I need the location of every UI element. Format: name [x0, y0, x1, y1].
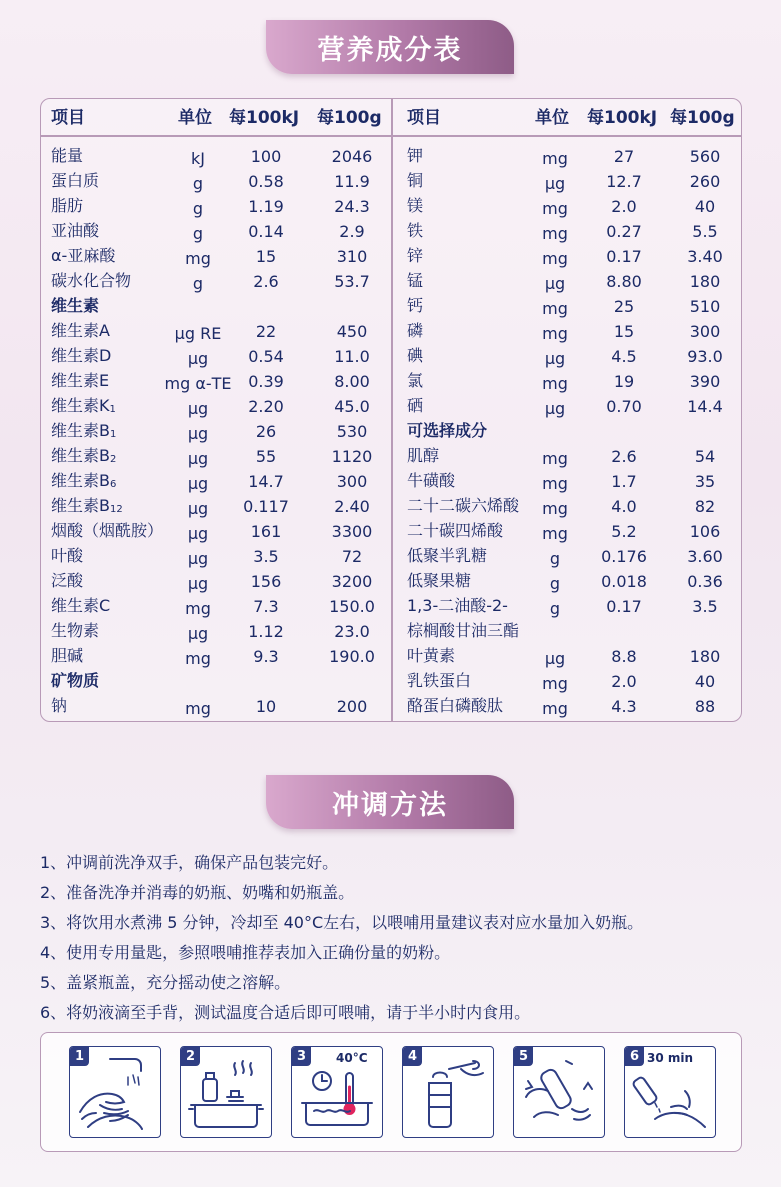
- value-per-100kj: 2.6: [253, 272, 279, 291]
- prep-step: 4、使用专用量匙，参照喂哺推荐表加入正确份量的奶粉。: [40, 943, 451, 962]
- value-per-100kj: 8.80: [606, 272, 642, 291]
- nutrient-unit: μg: [187, 474, 209, 493]
- value-per-100kj: 14.7: [248, 472, 284, 491]
- time-label: 30 min: [647, 1051, 694, 1065]
- nutrient-name: 棕榈酸甘油三酯: [407, 621, 520, 640]
- nutrient-name: 生物素: [51, 621, 100, 640]
- header-item: 项目: [407, 108, 441, 128]
- nutrient-unit: g: [549, 599, 561, 618]
- value-per-100g: 180: [689, 272, 721, 291]
- value-per-100g: 53.7: [334, 272, 370, 291]
- value-per-100g: 260: [689, 172, 721, 191]
- nutrient-name: 亚油酸: [51, 221, 100, 240]
- nutrient-name: 乳铁蛋白: [407, 671, 472, 690]
- value-per-100g: 3.60: [687, 547, 723, 566]
- nutrient-unit: mg: [542, 199, 568, 218]
- value-per-100kj: 55: [255, 447, 277, 466]
- value-per-100kj: 0.54: [248, 347, 284, 366]
- value-per-100kj: 25: [613, 297, 635, 316]
- value-per-100kj: 19: [613, 372, 635, 391]
- value-per-100kj: 4.3: [611, 697, 637, 716]
- nutrient-name: 硒: [407, 396, 424, 415]
- value-per-100g: 23.0: [334, 622, 370, 641]
- prep-step-panel: [624, 1046, 716, 1138]
- value-per-100g: 40: [694, 672, 716, 691]
- nutrient-unit: mg: [542, 224, 568, 243]
- value-per-100kj: 9.3: [253, 647, 279, 666]
- nutrient-unit: g: [192, 224, 204, 243]
- nutrient-unit: mg: [542, 299, 568, 318]
- nutrient-name: 1,3-二油酸-2-: [407, 596, 508, 615]
- nutrient-unit: mg: [542, 449, 568, 468]
- step-number-badge: 3: [292, 1047, 311, 1066]
- nutrient-unit: μg: [187, 524, 209, 543]
- value-per-100g: 11.0: [334, 347, 370, 366]
- nutrient-unit: μg: [187, 574, 209, 593]
- value-per-100g: 310: [336, 247, 368, 266]
- value-per-100kj: 1.19: [248, 197, 284, 216]
- header-unit: 单位: [535, 108, 569, 128]
- nutrient-name: 脂肪: [51, 196, 84, 215]
- nutrient-name: 牛磺酸: [407, 471, 456, 490]
- value-per-100g: 150.0: [329, 597, 375, 616]
- nutrient-name: 酪蛋白磷酸肽: [407, 696, 504, 715]
- nutrient-name: 磷: [407, 321, 424, 340]
- value-per-100g: 45.0: [334, 397, 370, 416]
- nutrient-name: 维生素B6: [51, 471, 117, 490]
- value-per-100kj: 156: [250, 572, 282, 591]
- value-per-100g: 93.0: [687, 347, 723, 366]
- value-per-100kj: 4.5: [611, 347, 637, 366]
- nutrient-unit: μg: [544, 349, 566, 368]
- nutrient-unit: mg: [185, 699, 211, 718]
- nutrient-unit: μg: [187, 424, 209, 443]
- nutrient-unit: g: [192, 274, 204, 293]
- nutrient-name: 维生素B1: [51, 421, 117, 440]
- nutrient-name: α-亚麻酸: [51, 246, 116, 265]
- value-per-100g: 3.5: [692, 597, 718, 616]
- nutrient-name: 二十碳四烯酸: [407, 521, 504, 540]
- nutrient-unit: μg: [187, 349, 209, 368]
- value-per-100g: 510: [689, 297, 721, 316]
- value-per-100g: 3200: [331, 572, 373, 591]
- header-rule: [41, 135, 741, 137]
- nutrient-name: 维生素C: [51, 596, 111, 615]
- nutrient-name: 镁: [407, 196, 424, 215]
- value-per-100g: 72: [341, 547, 363, 566]
- nutrient-name: 叶酸: [51, 546, 84, 565]
- nutrient-name: 低聚果糖: [407, 571, 472, 590]
- value-per-100kj: 5.2: [611, 522, 637, 541]
- prep-step: 6、将奶液滴至手背，测试温度合适后即可喂哺，请于半小时内食用。: [40, 1003, 531, 1022]
- value-per-100g: 560: [689, 147, 721, 166]
- value-per-100kj: 2.20: [248, 397, 284, 416]
- nutrient-unit: μg: [187, 624, 209, 643]
- value-per-100g: 2.9: [339, 222, 365, 241]
- nutrient-name: 钙: [407, 296, 424, 315]
- category-heading: 矿物质: [51, 671, 100, 690]
- header-per-100kj: 每100kJ: [229, 108, 300, 128]
- nutrient-name: 肌醇: [407, 446, 440, 465]
- nutrient-unit: mg: [542, 699, 568, 718]
- nutrient-name: 胆碱: [51, 646, 84, 665]
- nutrient-name: 烟酸（烟酰胺）: [51, 521, 164, 540]
- value-per-100g: 24.3: [334, 197, 370, 216]
- value-per-100g: 390: [689, 372, 721, 391]
- value-per-100kj: 7.3: [253, 597, 279, 616]
- value-per-100g: 5.5: [692, 222, 718, 241]
- header-unit: 单位: [178, 108, 212, 128]
- value-per-100g: 3.40: [687, 247, 723, 266]
- value-per-100kj: 0.117: [243, 497, 289, 516]
- nutrient-unit: mg: [185, 249, 211, 268]
- value-per-100kj: 26: [255, 422, 277, 441]
- step-number-badge: 1: [70, 1047, 89, 1066]
- value-per-100kj: 0.018: [601, 572, 647, 591]
- nutrition-title: 营养成分表: [266, 20, 514, 74]
- value-per-100kj: 0.176: [601, 547, 647, 566]
- value-per-100kj: 0.27: [606, 222, 642, 241]
- nutrition-table: [40, 98, 742, 722]
- table-divider: [391, 99, 393, 721]
- prep-step: 2、准备洗净并消毒的奶瓶、奶嘴和奶瓶盖。: [40, 883, 355, 902]
- step-number-badge: 2: [181, 1047, 200, 1066]
- nutrient-unit: mg α-TE: [164, 374, 232, 393]
- nutrient-unit: g: [192, 199, 204, 218]
- nutrient-name: 低聚半乳糖: [407, 546, 488, 565]
- nutrient-unit: μg: [544, 649, 566, 668]
- nutrient-subscript: 1: [109, 404, 116, 415]
- nutrient-name: 维生素A: [51, 321, 110, 340]
- value-per-100kj: 15: [255, 247, 277, 266]
- value-per-100kj: 10: [255, 697, 277, 716]
- nutrient-unit: mg: [542, 324, 568, 343]
- prep-step: 3、将饮用水煮沸 5 分钟，冷却至 40°C左右，以喂哺用量建议表对应水量加入奶瓶。: [40, 913, 644, 932]
- value-per-100kj: 100: [250, 147, 282, 166]
- nutrient-unit: g: [192, 174, 204, 193]
- value-per-100g: 54: [694, 447, 716, 466]
- prep-step-panel: [402, 1046, 494, 1138]
- category-heading: 维生素: [51, 296, 100, 315]
- value-per-100g: 14.4: [687, 397, 723, 416]
- temperature-label: 40°C: [336, 1051, 368, 1065]
- nutrient-unit: μg: [187, 399, 209, 418]
- value-per-100kj: 161: [250, 522, 282, 541]
- header-per-100g: 每100g: [670, 108, 735, 128]
- value-per-100kj: 8.8: [611, 647, 637, 666]
- header-per-100kj: 每100kJ: [587, 108, 658, 128]
- prep-title: 冲调方法: [266, 775, 514, 829]
- value-per-100g: 530: [336, 422, 368, 441]
- prep-step-panel: [69, 1046, 161, 1138]
- value-per-100kj: 3.5: [253, 547, 279, 566]
- value-per-100g: 300: [689, 322, 721, 341]
- value-per-100kj: 0.70: [606, 397, 642, 416]
- value-per-100g: 0.36: [687, 572, 723, 591]
- nutrient-unit: μg RE: [174, 324, 222, 343]
- value-per-100g: 8.00: [334, 372, 370, 391]
- value-per-100kj: 22: [255, 322, 277, 341]
- nutrient-name: 泛酸: [51, 571, 84, 590]
- value-per-100g: 2.40: [334, 497, 370, 516]
- nutrient-name: 铁: [407, 221, 424, 240]
- value-per-100g: 88: [694, 697, 716, 716]
- nutrient-unit: mg: [542, 674, 568, 693]
- value-per-100kj: 0.58: [248, 172, 284, 191]
- value-per-100kj: 2.0: [611, 672, 637, 691]
- nutrient-name: 维生素E: [51, 371, 110, 390]
- nutrient-name: 氯: [407, 371, 424, 390]
- value-per-100kj: 0.39: [248, 372, 284, 391]
- nutrient-name: 蛋白质: [51, 171, 100, 190]
- prep-step-panel: [291, 1046, 383, 1138]
- value-per-100kj: 0.17: [606, 597, 642, 616]
- value-per-100kj: 27: [613, 147, 635, 166]
- value-per-100g: 82: [694, 497, 716, 516]
- value-per-100kj: 15: [613, 322, 635, 341]
- nutrient-unit: mg: [542, 374, 568, 393]
- nutrient-name: 维生素B2: [51, 446, 117, 465]
- nutrient-unit: mg: [542, 474, 568, 493]
- value-per-100kj: 0.17: [606, 247, 642, 266]
- nutrient-unit: μg: [187, 549, 209, 568]
- value-per-100g: 2046: [331, 147, 373, 166]
- header-item: 项目: [51, 108, 85, 128]
- nutrient-name: 钠: [51, 696, 68, 715]
- prep-step-panel: [513, 1046, 605, 1138]
- step-number-badge: 6: [625, 1047, 644, 1066]
- category-heading: 可选择成分: [407, 421, 488, 440]
- nutrient-unit: mg: [542, 249, 568, 268]
- value-per-100kj: 2.0: [611, 197, 637, 216]
- nutrient-name: 维生素D: [51, 346, 112, 365]
- step-number-badge: 5: [514, 1047, 533, 1066]
- step-number-badge: 4: [403, 1047, 422, 1066]
- nutrient-name: 叶黄素: [407, 646, 456, 665]
- nutrient-unit: mg: [185, 599, 211, 618]
- nutrient-unit: g: [549, 574, 561, 593]
- value-per-100g: 106: [689, 522, 721, 541]
- prep-step: 5、盖紧瓶盖，充分摇动使之溶解。: [40, 973, 291, 992]
- nutrient-unit: μg: [187, 499, 209, 518]
- nutrient-subscript: 1: [109, 429, 117, 440]
- value-per-100g: 40: [694, 197, 716, 216]
- value-per-100g: 35: [694, 472, 716, 491]
- prep-step: 1、冲调前洗净双手，确保产品包装完好。: [40, 853, 339, 872]
- value-per-100g: 200: [336, 697, 368, 716]
- nutrient-name: 锰: [407, 271, 424, 290]
- nutrient-unit: μg: [544, 274, 566, 293]
- value-per-100kj: 4.0: [611, 497, 637, 516]
- nutrient-subscript: 2: [109, 454, 117, 465]
- value-per-100g: 450: [336, 322, 368, 341]
- value-per-100kj: 0.14: [248, 222, 284, 241]
- value-per-100kj: 2.6: [611, 447, 637, 466]
- nutrient-name: 碳水化合物: [51, 271, 132, 290]
- value-per-100kj: 12.7: [606, 172, 642, 191]
- nutrient-unit: mg: [185, 649, 211, 668]
- nutrient-subscript: 6: [109, 479, 117, 490]
- nutrient-unit: mg: [542, 499, 568, 518]
- prep-icons-strip: [40, 1032, 742, 1152]
- value-per-100g: 190.0: [329, 647, 375, 666]
- nutrient-unit: kJ: [191, 149, 205, 168]
- value-per-100g: 300: [336, 472, 368, 491]
- nutrient-unit: μg: [187, 449, 209, 468]
- value-per-100kj: 1.12: [248, 622, 284, 641]
- nutrient-unit: μg: [544, 399, 566, 418]
- nutrient-name: 钾: [407, 146, 424, 165]
- value-per-100g: 1120: [331, 447, 373, 466]
- nutrient-name: 碘: [407, 346, 424, 365]
- nutrient-name: 能量: [51, 146, 84, 165]
- nutrient-unit: g: [549, 549, 561, 568]
- nutrient-unit: mg: [542, 149, 568, 168]
- value-per-100g: 11.9: [334, 172, 370, 191]
- nutrient-unit: mg: [542, 524, 568, 543]
- nutrient-name: 锌: [407, 246, 424, 265]
- value-per-100kj: 1.7: [611, 472, 637, 491]
- nutrient-unit: μg: [544, 174, 566, 193]
- prep-step-panel: [180, 1046, 272, 1138]
- nutrient-name: 铜: [407, 171, 424, 190]
- nutrient-name: 维生素K1: [51, 396, 116, 415]
- value-per-100g: 3300: [331, 522, 373, 541]
- header-per-100g: 每100g: [317, 108, 382, 128]
- nutrient-name: 维生素B12: [51, 496, 123, 515]
- value-per-100g: 180: [689, 647, 721, 666]
- nutrient-subscript: 12: [109, 504, 123, 515]
- nutrient-name: 二十二碳六烯酸: [407, 496, 520, 515]
